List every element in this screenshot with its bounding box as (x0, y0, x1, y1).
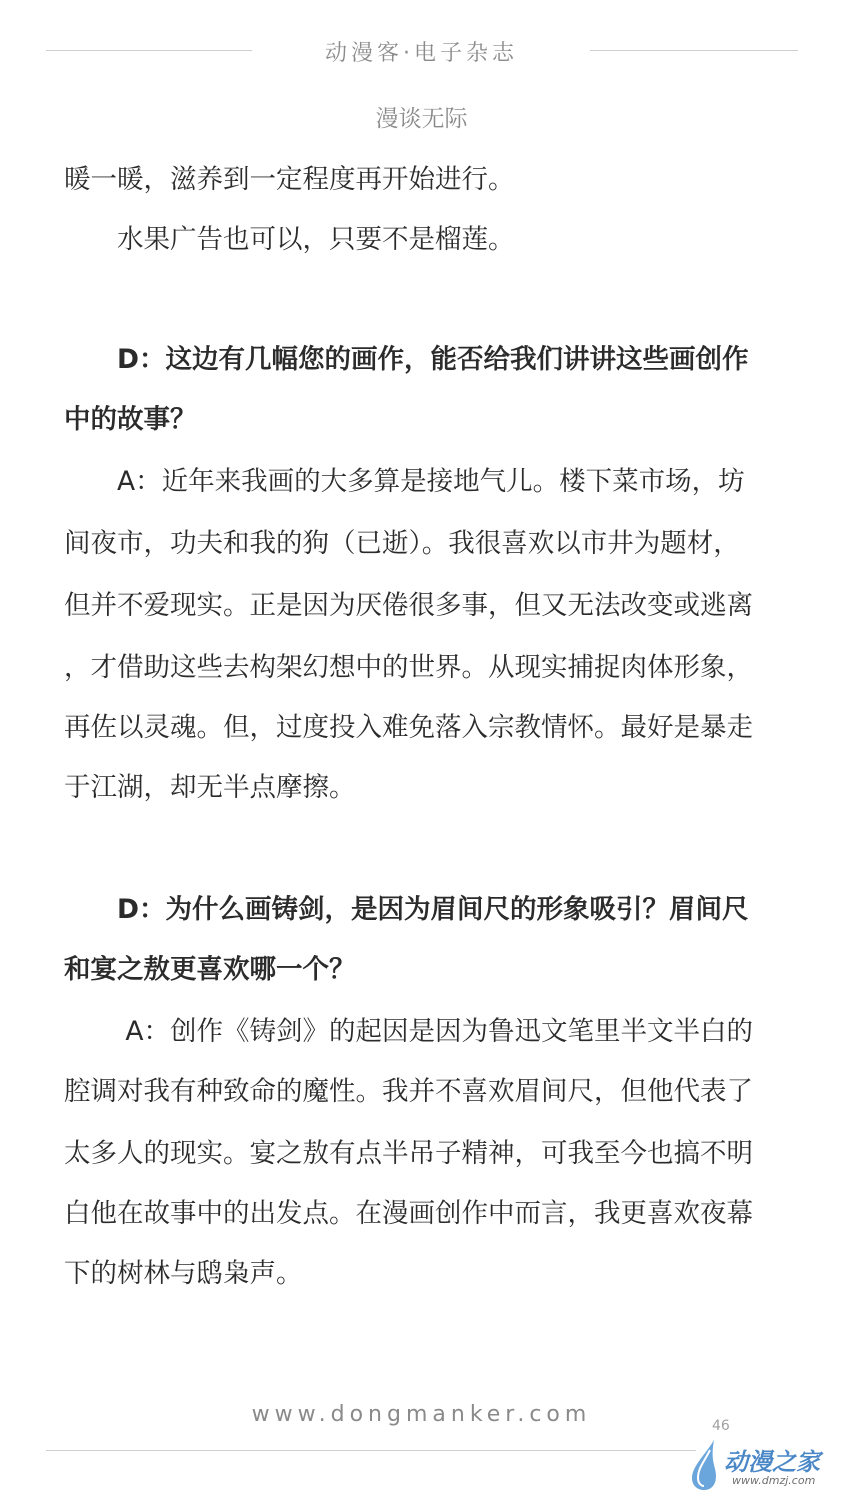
magazine-title: 动漫客·电子杂志 (325, 41, 518, 66)
answer-line: 但并不爱现实。正是因为厌倦很多事，但又无法改变或逃离 (64, 590, 753, 621)
answer-line: 间夜市，功夫和我的狗（已逝）。我很喜欢以市井为题材， (64, 528, 740, 559)
body-line: 暖一暖，滋养到一定程度再开始进行。 (64, 164, 515, 195)
answer-line: A：近年来我画的大多算是接地气儿。楼下菜市场，坊 (64, 466, 745, 497)
header-rule-right (590, 50, 798, 51)
body-line: 水果广告也可以，只要不是榴莲。 (64, 224, 515, 255)
answer-line: A：创作《铸剑》的起因是因为鲁迅文笔里半文半白的 (64, 1016, 754, 1047)
question-line: D：这边有几幅您的画作，能否给我们讲讲这些画创作 (64, 344, 749, 375)
logo-text: 动漫之家 (724, 1448, 820, 1476)
footer-rule (46, 1450, 696, 1451)
page-number: 46 (712, 1418, 730, 1434)
answer-line: 于江湖，却无半点摩擦。 (64, 772, 356, 803)
answer-line: 太多人的现实。宴之敖有点半吊子精神，可我至今也搞不明 (64, 1138, 753, 1169)
answer-line: ，才借助这些去构架幻想中的世界。从现实捕捉肉体形象， (64, 652, 753, 683)
section-title: 漫谈无际 (375, 106, 468, 132)
answer-line: 下的树林与鸱枭声。 (64, 1258, 303, 1289)
question-line: D：为什么画铸剑，是因为眉间尺的形象吸引？眉间尺 (64, 894, 749, 925)
question-line: 和宴之敖更喜欢哪一个？ (64, 954, 356, 985)
answer-line: 再佐以灵魂。但，过度投入难免落入宗教情怀。最好是暴走 (64, 712, 753, 743)
dmzj-logo (684, 1436, 834, 1492)
logo-url: www.dmzj.com (732, 1474, 816, 1487)
answer-line: 腔调对我有种致命的魔性。我并不喜欢眉间尺，但他代表了 (64, 1076, 753, 1107)
footer-url: www.dongmanker.com (251, 1402, 592, 1427)
question-line: 中的故事？ (64, 404, 197, 435)
answer-line: 白他在故事中的出发点。在漫画创作中而言，我更喜欢夜幕 (64, 1198, 753, 1229)
water-drop-logo-icon (684, 1436, 724, 1492)
